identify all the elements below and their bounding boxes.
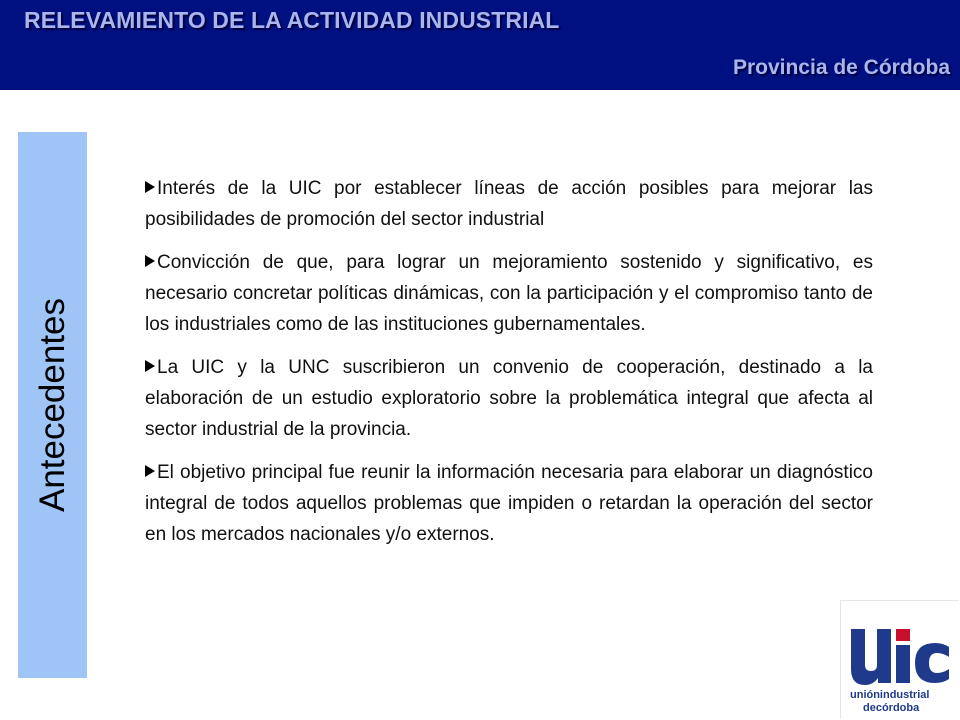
bullet-list [145,173,873,562]
section-label: Antecedentes [32,297,72,513]
bullet-arrow-icon [145,181,155,193]
logo-line-2: decórdoba [863,702,920,714]
logo-line-1: uniónindustrial [850,689,930,701]
page-title: RELEVAMIENTO DE LA ACTIVIDAD INDUSTRIAL [24,7,560,33]
bullet-item [145,173,873,235]
page-subtitle: Provincia de Córdoba [732,56,950,79]
bullet-text: Convicción de que, para lograr un mejoramiento sostenido y significativo, es necesario concretar políticas dinámicas, con la participación y el compromiso tanto de los industriales como de las instituciones gubernamentales. [145,252,873,335]
bullet-arrow-icon [145,255,155,267]
bullet-item [145,352,873,445]
bullet-item [145,457,873,550]
bullet-arrow-icon [145,465,155,477]
uic-logo [840,600,959,719]
bullet-text: El objetivo principal fue reunir la información necesaria para elaborar un diagnóstico integral de todos aquellos problemas que impiden o retardan la operación del sector en los mercados nacionales y/o externos. [145,462,873,545]
bullet-arrow-icon [145,360,155,372]
bullet-text: La UIC y la UNC suscribieron un convenio de cooperación, destinado a la elaboración de un estudio exploratorio sobre la problemática integral que afecta al sector industrial de la provincia. [145,357,873,440]
section-side-band [18,132,87,678]
header-band [0,0,960,90]
bullet-item [145,247,873,340]
bullet-text: Interés de la UIC por establecer líneas de acción posibles para mejorar las posibilidades de promoción del sector industrial [145,178,873,230]
uic-logo-mark [841,601,959,719]
